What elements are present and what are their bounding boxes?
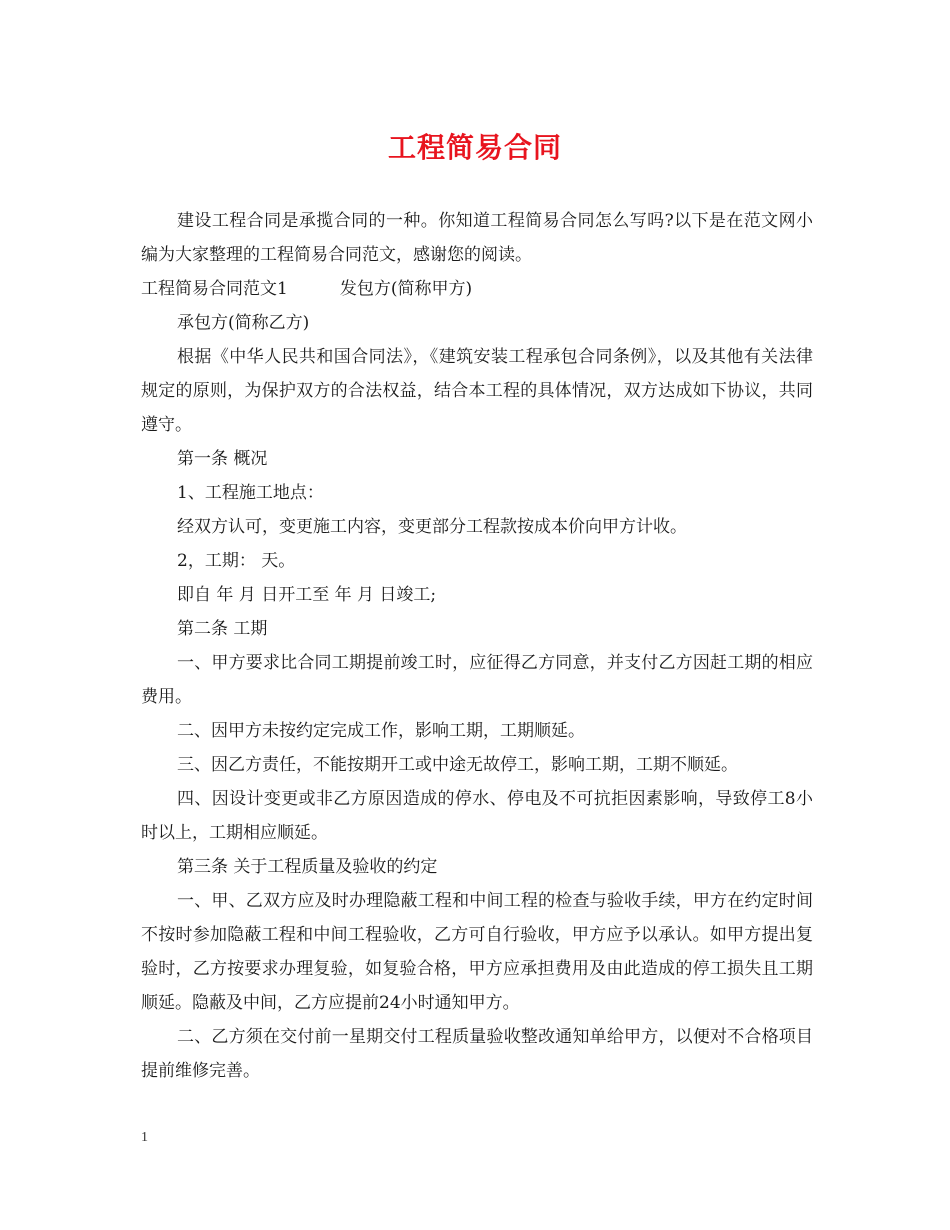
document-title: 工程简易合同 [387,131,562,164]
article-3-heading: 第三条 关于工程质量及验收的约定 [177,857,438,877]
document-body [141,204,813,1088]
clause-2-1: 一、甲方要求比合同工期提前竣工时，应征得乙方同意，并支付乙方因赶工期的相应费用。 [141,653,813,707]
clause-2-3: 三、因乙方责任，不能按期开工或中途无故停工，影响工期，工期不顺延。 [177,755,738,775]
sample-heading: 工程简易合同范文1 [141,279,288,299]
sample-heading-line [141,272,813,306]
clause-3-1: 一、甲、乙双方应及时办理隐蔽工程和中间工程的检查与验收手续，甲方在约定时间不按时参加隐蔽工程和中间工程验收，乙方可自行验收，甲方应予以承认。如甲方提出复验时，乙方按要求办理复验，如复验合格，甲方应承担费用及由此造成的停工损失且工期顺延。隐蔽及中间，乙方应提前24小时通知甲方。 [141,891,813,1013]
basis-paragraph: 根据《中华人民共和国合同法》，《建筑安装工程承包合同条例》，以及其他有关法律规定的原则，为保护双方的合法权益，结合本工程的具体情况，双方达成如下协议，共同遵守。 [141,347,813,435]
date-range-paragraph: 即自 年 月 日开工至 年 月 日竣工; [177,585,437,605]
party-b-label: 承包方(简称乙方) [177,313,310,333]
article-2-heading: 第二条 工期 [177,619,268,639]
clause-2-2: 二、因甲方未按约定完成工作，影响工期，工期顺延。 [177,721,585,741]
duration-item: 2，工期： 天。 [177,551,296,571]
article-1-heading: 第一条 概况 [177,449,268,469]
site-location-item: 1、工程施工地点： [177,483,324,503]
intro-paragraph: 建设工程合同是承揽合同的一种。你知道工程简易合同怎么写吗?以下是在范文网小编为大家整理的工程简易合同范文，感谢您的阅读。 [141,211,813,265]
clause-2-4: 四、因设计变更或非乙方原因造成的停水、停电及不可抗拒因素影响，导致停工8小时以上，工期相应顺延。 [141,789,813,843]
clause-3-2: 二、乙方须在交付前一星期交付工程质量验收整改通知单给甲方，以便对不合格项目提前维修完善。 [141,1027,813,1081]
change-cost-paragraph: 经双方认可，变更施工内容，变更部分工程款按成本价向甲方计收。 [177,517,687,537]
page-number: 1 [141,1130,148,1145]
party-a-label: 发包方(简称甲方) [339,279,473,299]
